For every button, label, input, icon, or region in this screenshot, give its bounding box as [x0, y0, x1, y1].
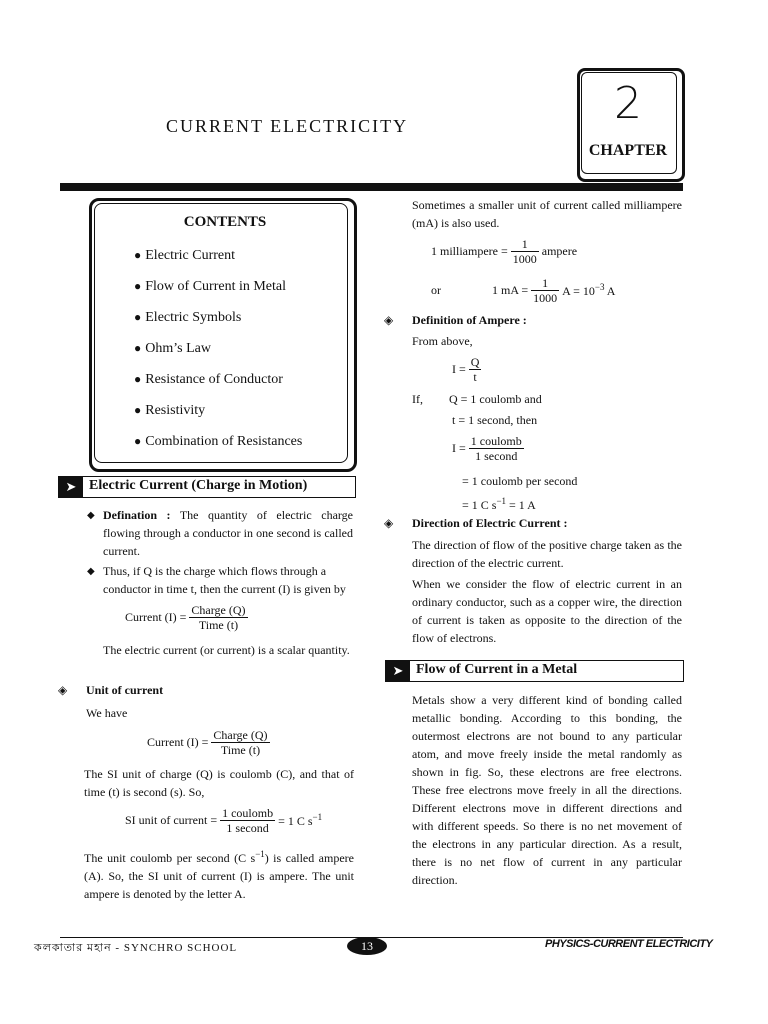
- contents-box-inner: [94, 203, 348, 463]
- denominator: Time (t): [189, 617, 247, 632]
- t-value: t = 1 second, then: [452, 413, 538, 427]
- thus-paragraph: ◆ Thus, if Q is the charge which flows through a conductor in time t, then the current (I) is given by: [103, 562, 355, 598]
- fraction: [469, 434, 524, 463]
- section-heading-text: Electric Current (Charge in Motion): [89, 478, 308, 493]
- definition-label: Defination :: [103, 508, 171, 522]
- i-coulomb-equation: [452, 434, 524, 463]
- arrow-icon: ➤: [386, 661, 410, 681]
- denominator: Time (t): [211, 742, 269, 757]
- numerator: 1 coulomb: [470, 434, 522, 448]
- denominator: 1000: [533, 291, 558, 305]
- contents-item: ● Combination of Resistances: [134, 434, 302, 450]
- equation-lhs: 1 mA =: [492, 283, 529, 297]
- unit-text: A: [604, 284, 616, 298]
- q-value: Q = 1 coulomb and: [449, 392, 542, 406]
- contents-item: ● Flow of Current in Metal: [134, 279, 286, 295]
- numerator: Charge (Q): [213, 728, 268, 742]
- numerator: 1 coulomb: [222, 806, 274, 820]
- contents-item: ● Electric Symbols: [134, 310, 241, 326]
- c-s-a-text-1: = 1 C s: [462, 498, 497, 512]
- equation-rhs-text: = 1 C s: [278, 814, 313, 828]
- si-unit-equation: [125, 806, 322, 835]
- chapter-label: CHAPTER: [588, 142, 668, 159]
- footer-subject: PHYSICS-CURRENT ELECTRICITY: [545, 938, 713, 950]
- ampere-paragraph: [84, 845, 354, 903]
- equation-rhs: [562, 284, 615, 298]
- c-s-a-equation: [462, 492, 536, 514]
- denominator: 1000: [512, 252, 537, 266]
- footer-school: কলকাতার মহান - SYNCHRO SCHOOL: [34, 942, 238, 954]
- header-rule: [60, 183, 683, 191]
- unit-word: ampere: [541, 244, 578, 258]
- arrow-icon: ➤: [59, 477, 83, 497]
- equation-lhs: Current (I) =: [147, 735, 209, 749]
- ma-equation: [431, 276, 671, 305]
- fraction: [531, 276, 559, 305]
- denominator: 1 second: [220, 820, 275, 835]
- numerator: Q: [470, 355, 480, 369]
- contents-item: ● Electric Current: [134, 248, 235, 264]
- chapter-number: 2: [614, 78, 642, 129]
- direction-paragraph-1: The direction of flow of the positive charge taken as the direction of the electric current.: [412, 538, 682, 570]
- numerator: 1: [542, 276, 549, 290]
- numerator: Charge (Q): [191, 603, 246, 617]
- milliampere-paragraph: Sometimes a smaller unit of current called milliampere (mA) is also used.: [412, 198, 682, 230]
- chapter-title: CURRENT ELECTRICITY: [166, 116, 409, 136]
- denominator: 1 second: [469, 448, 524, 463]
- exponent: −1: [255, 849, 265, 859]
- fraction: [220, 806, 275, 835]
- equation-lhs: I =: [452, 441, 466, 455]
- we-have-text: We have: [86, 706, 128, 720]
- denominator: t: [469, 369, 482, 384]
- current-equation-2: [147, 728, 270, 757]
- contents-item: ● Ohm’s Law: [134, 341, 211, 357]
- definition-text: The quantity of electric charge flowing through a conductor in one second is called current.: [103, 508, 353, 558]
- milliampere-equation: [431, 237, 577, 266]
- fraction: [211, 728, 269, 757]
- ampere-text-1: The unit coulomb per second (C s: [84, 851, 256, 865]
- unit-heading: ◈ Unit of current: [86, 681, 163, 699]
- definition-ampere-heading: ◈ Definition of Ampere :: [412, 311, 527, 329]
- contents-heading: CONTENTS: [183, 214, 267, 230]
- fraction: [511, 237, 539, 266]
- from-above-text: From above,: [412, 334, 473, 348]
- definition-paragraph: [103, 506, 353, 560]
- i-equation: [452, 355, 481, 384]
- numerator: 1: [521, 237, 528, 251]
- exponent: −1: [496, 496, 507, 506]
- scalar-paragraph: The electric current (or current) is a scalar quantity.: [103, 643, 350, 657]
- contents-item: ● Resistance of Conductor: [134, 372, 283, 388]
- page-number: 13: [347, 937, 387, 955]
- equation-rhs-text: A = 10: [562, 284, 595, 298]
- direction-paragraph-2: When we consider the flow of electric current in an ordinary conductor, such as a copper wire, the direction of current is taken as opposite to the direction of the flow of electrons.: [412, 577, 682, 645]
- ampere-text-2: ) is called ampere (A). So, the SI unit of current (I) is ampere. The unit ampere is denoted by the letter A.: [84, 851, 354, 901]
- section-heading-flow-of-current: [385, 660, 684, 682]
- direction-heading: ◈ Direction of Electric Current :: [412, 514, 568, 532]
- metal-paragraph: Metals show a very different kind of bonding called metallic bonding. According to this bonding, the outermost electrons are not bound to any particular atom, and move freely inside the metal randomly as shown in fig. So, these electrons are free electrons. These free electrons move freely in all the directions. Different electrons move in different directions and with different speeds. So there is no net movement of the electrons in any particular direction. As a result, there is no net flow of current in any particular direction.: [412, 693, 682, 887]
- equation-rhs: [278, 814, 322, 828]
- exponent: −1: [312, 812, 323, 822]
- or-word: or: [431, 283, 441, 297]
- section-heading-electric-current: [58, 476, 356, 498]
- equation-lhs: 1 milliampere =: [431, 244, 508, 258]
- if-word: If,: [412, 392, 423, 406]
- section-heading-text: Flow of Current in a Metal: [416, 662, 578, 677]
- fraction: [469, 355, 482, 384]
- exponent: −3: [594, 282, 605, 292]
- equation-lhs: SI unit of current =: [125, 813, 218, 827]
- fraction: [189, 603, 247, 632]
- coulomb-per-second: = 1 coulomb per second: [462, 474, 578, 488]
- contents-item: ● Resistivity: [134, 403, 205, 419]
- current-equation: [125, 603, 248, 632]
- c-s-a-text-2: = 1 A: [506, 498, 536, 512]
- equation-lhs: Current (I) =: [125, 610, 187, 624]
- si-paragraph: The SI unit of charge (Q) is coulomb (C), and that of time (t) is second (s). So,: [84, 767, 354, 799]
- equation-lhs: I =: [452, 362, 466, 376]
